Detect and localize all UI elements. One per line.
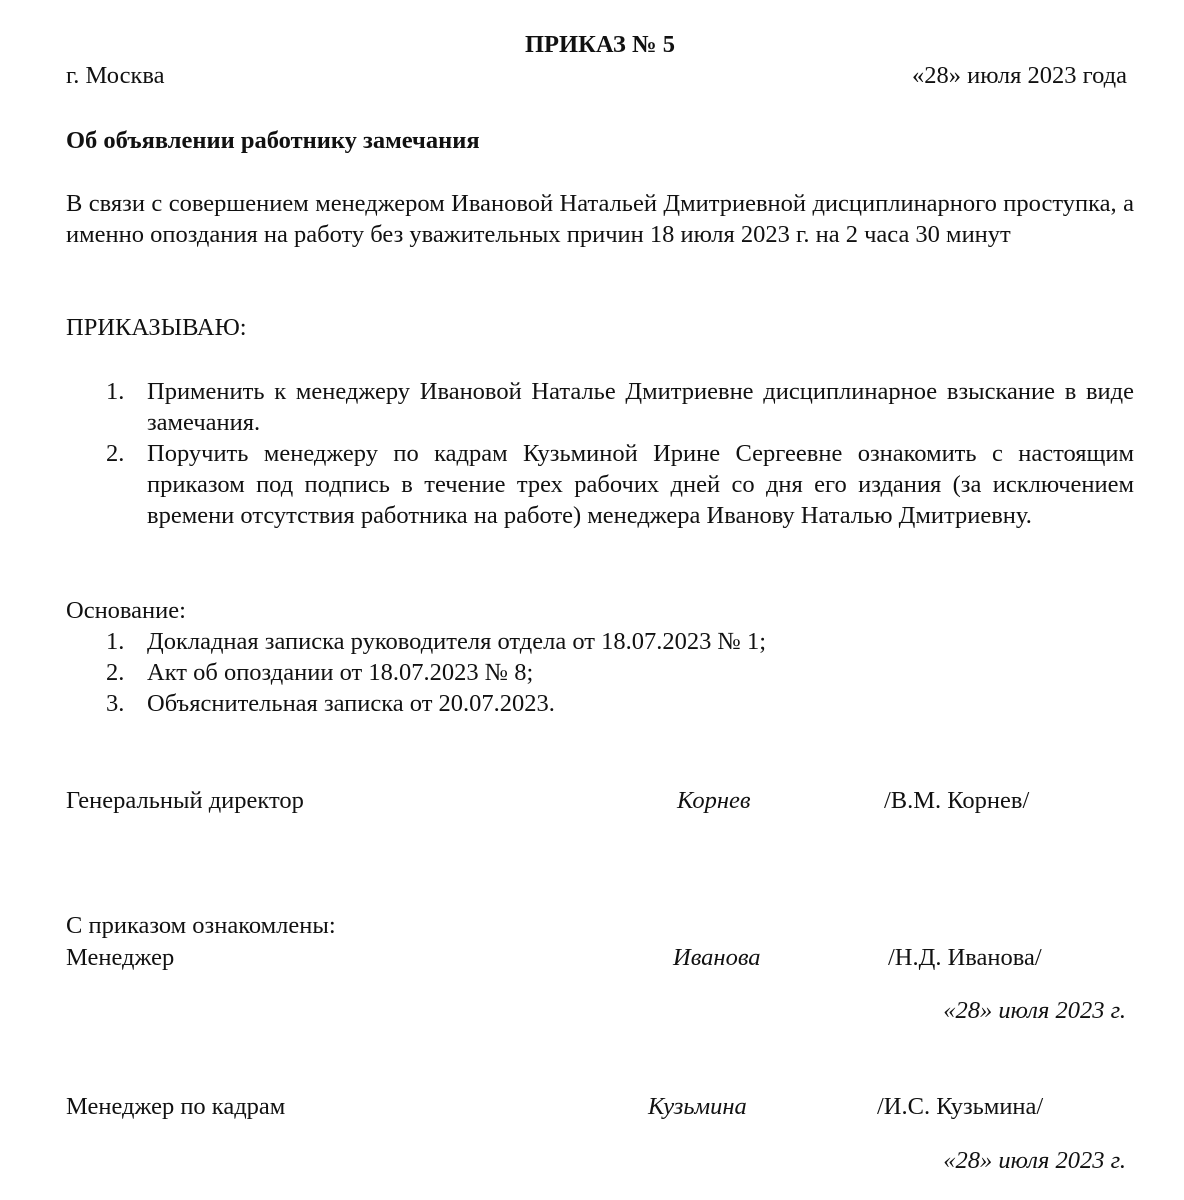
hr-manager-name: /И.С. Кузьмина/: [877, 1093, 1044, 1120]
document-date: «28» июля 2023 года: [912, 62, 1127, 89]
basis-heading: Основание:: [66, 597, 186, 624]
list-item-number: 2.: [106, 659, 125, 686]
list-item-number: 1.: [106, 378, 125, 405]
director-name: /В.М. Корнев/: [884, 787, 1030, 814]
hr-manager-signature: Кузьмина: [648, 1093, 747, 1120]
list-item-number: 3.: [106, 690, 125, 717]
list-item: [66, 626, 1134, 657]
city: г. Москва: [66, 62, 165, 89]
hr-manager-ack-date: «28» июля 2023 г.: [943, 1147, 1126, 1174]
manager-name: /Н.Д. Иванова/: [888, 944, 1042, 971]
manager-signature: Иванова: [673, 944, 761, 971]
list-item-text: Акт об опоздании от 18.07.2023 № 8;: [147, 659, 534, 686]
document-title: ПРИКАЗ № 5: [525, 31, 675, 58]
list-item-text: Применить к менеджеру Ивановой Наталье Дмитриевне дисциплинарное взыскание в виде замечания.: [147, 378, 1134, 436]
manager-ack-date: «28» июля 2023 г.: [943, 997, 1126, 1024]
list-item-number: 2.: [106, 440, 125, 467]
order-list: [66, 376, 1134, 531]
director-position: Генеральный директор: [66, 787, 304, 814]
list-item: [66, 376, 1134, 438]
order-heading: ПРИКАЗЫВАЮ:: [66, 314, 247, 341]
preamble-paragraph: В связи с совершением менеджером Ивановой Натальей Дмитриевной дисциплинарного проступка, а именно опоздания на работу без уважительных причин 18 июля 2023 г. на 2 часа 30 минут: [66, 190, 1134, 248]
list-item: [66, 438, 1134, 531]
list-item-text: Объяснительная записка от 20.07.2023.: [147, 690, 555, 717]
list-item-text: Докладная записка руководителя отдела от 18.07.2023 № 1;: [147, 628, 767, 655]
list-item-text: Поручить менеджеру по кадрам Кузьминой Ирине Сергеевне ознакомить с настоящим приказом под подпись в течение трех рабочих дней со дня его издания (за исключением времени отсутствия работника на работе) менеджера Иванову Наталью Дмитриевну.: [147, 440, 1134, 529]
director-signature: Корнев: [677, 787, 751, 814]
acknowledged-heading: С приказом ознакомлены:: [66, 912, 336, 939]
list-item-number: 1.: [106, 628, 125, 655]
hr-manager-position: Менеджер по кадрам: [66, 1093, 286, 1120]
basis-list: [66, 626, 1134, 719]
subject-heading: Об объявлении работнику замечания: [66, 127, 480, 154]
list-item: [66, 688, 1134, 719]
list-item: [66, 657, 1134, 688]
manager-position: Менеджер: [66, 944, 175, 971]
